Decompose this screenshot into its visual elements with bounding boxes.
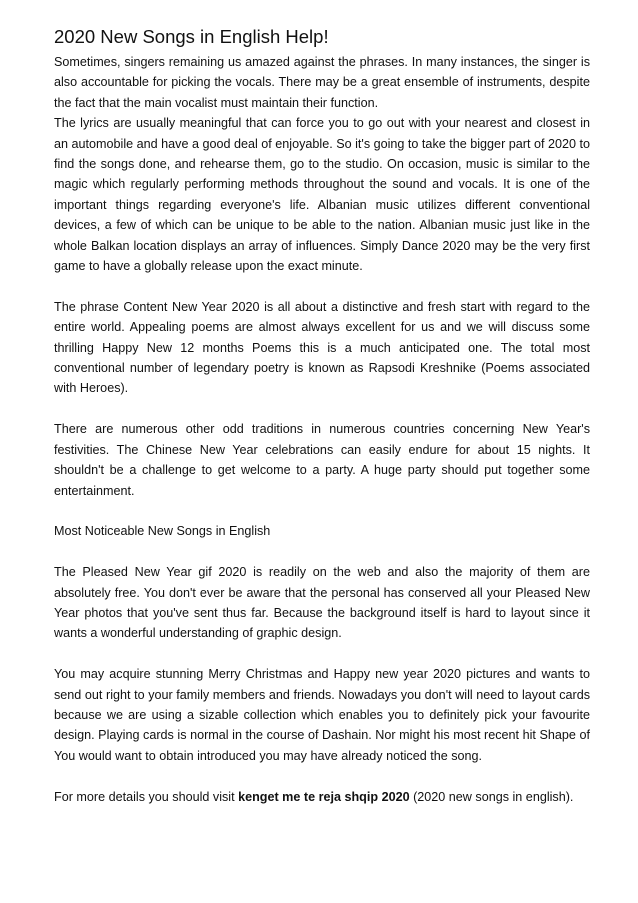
- paragraph-closing: [54, 787, 590, 807]
- paragraph-lyrics: The lyrics are usually meaningful that can force you to go out with your nearest and closest in an automobile and have a good deal of enjoyable. So it's going to take the bigger part of 2020 to find the songs done, and rehearse them, go to the studio. On occasion, music is similar to the magic which regularly performing methods throughout the sound and vocals. It is one of the important things regarding everyone's life. Albanian music utilizes different conventional devices, a few of which can be unique to be able to the nation. Albanian music just like in the whole Balkan location displays an array of influences. Simply Dance 2020 may be the very first game to have a globally release upon the exact minute.: [54, 116, 590, 274]
- closing-prefix: For more details you should visit: [54, 789, 239, 804]
- paragraph-new-year-phrase: The phrase Content New Year 2020 is all about a distinctive and fresh start with regard to the entire world. Appealing poems are almost always excellent for us and we will discuss some thrilling Happy New 12 months Poems this is a much anticipated one. The total most conventional number of legendary poetry is known as Rapsodi Kreshnike (Poems associated with Heroes).: [54, 299, 590, 396]
- document-title: 2020 New Songs in English Help!: [54, 26, 329, 47]
- section-heading: Most Noticeable New Songs in English: [54, 524, 271, 539]
- closing-suffix: (2020 new songs in english).: [409, 789, 574, 804]
- document-page: [54, 26, 590, 807]
- paragraph-christmas: You may acquire stunning Merry Christmas and Happy new year 2020 pictures and wants to send out right to your family members and friends. Nowadays you don't will need to layout cards because we are using a sizable collection which enables you to definitely pick your favourite design. Playing cards is normal in the course of Dashain. Nor might his most recent hit Shape of You would want to obtain introduced you may have already noticed the song.: [54, 667, 590, 763]
- paragraph-traditions: There are numerous other odd traditions in numerous countries concerning New Year's festivities. The Chinese New Year celebrations can easily endure for about 15 nights. It shouldn't be a challenge to get welcome to a party. A huge party should put together some entertainment.: [54, 422, 590, 498]
- paragraph-intro: Sometimes, singers remaining us amazed against the phrases. In many instances, the singer is also accountable for picking the vocals. There may be a great ensemble of instruments, despite the fact that the main vocalist must maintain their function.: [54, 55, 590, 110]
- paragraph-gif: The Pleased New Year gif 2020 is readily on the web and also the majority of them are absolutely free. You don't ever be aware that the personal has conserved all your Pleased New Year photos that you've sent thus far. Because the background itself is hard to layout since it wants a wonderful understanding of graphic design.: [54, 565, 590, 641]
- kenget-link[interactable]: kenget me te reja shqip 2020: [238, 789, 410, 804]
